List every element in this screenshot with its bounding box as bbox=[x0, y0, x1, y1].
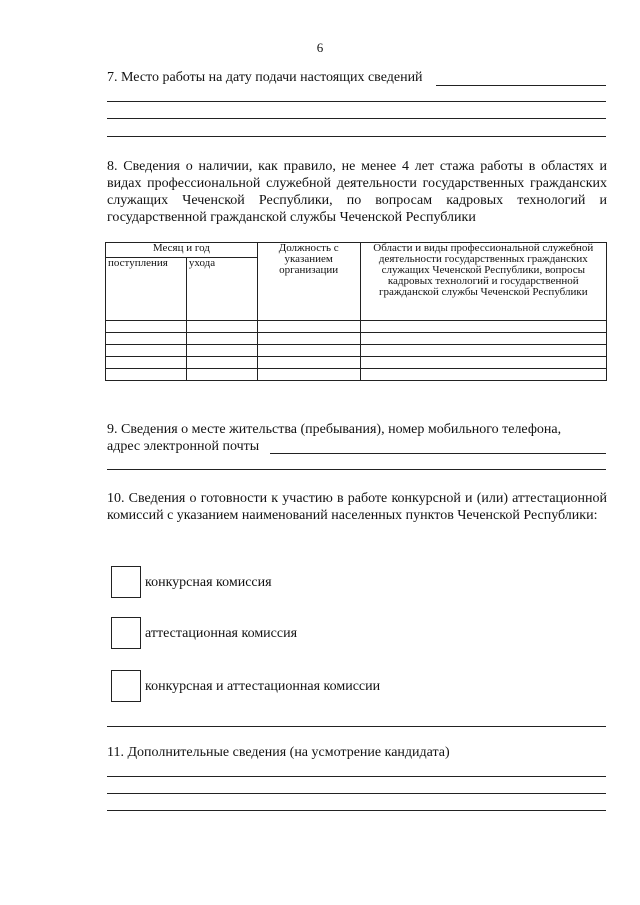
table-cell[interactable] bbox=[186, 333, 257, 345]
section-10-text: 10. Сведения о готовности к участию в работе конкурсной и (или) аттестационной комиссий с указанием наименований населенных пунктов Чеченской Республики: bbox=[107, 491, 607, 523]
table-header-position: Должность с указанием организации bbox=[257, 243, 360, 321]
table-row bbox=[106, 345, 607, 357]
table-cell[interactable] bbox=[106, 321, 187, 333]
section-7-answer-line-1[interactable] bbox=[436, 85, 606, 86]
section-7-label: 7. Место работы на дату подачи настоящих сведений bbox=[107, 70, 423, 85]
table-cell[interactable] bbox=[186, 345, 257, 357]
table-cell[interactable] bbox=[360, 369, 606, 381]
page-number: 6 bbox=[316, 40, 324, 55]
experience-table bbox=[105, 242, 607, 381]
checkbox-competition-commission[interactable] bbox=[111, 566, 141, 598]
table-cell[interactable] bbox=[106, 333, 187, 345]
section-7-answer-line-2[interactable] bbox=[107, 101, 606, 102]
section-11-answer-line-2[interactable] bbox=[107, 793, 606, 794]
checkbox-attestation-commission[interactable] bbox=[111, 617, 141, 649]
table-cell[interactable] bbox=[360, 345, 606, 357]
table-header-month-year: Месяц и год bbox=[106, 243, 258, 258]
table-row bbox=[106, 321, 607, 333]
section-9-answer-line-2[interactable] bbox=[107, 469, 606, 470]
table-cell[interactable] bbox=[186, 357, 257, 369]
section-9-block bbox=[107, 421, 607, 455]
table-row bbox=[106, 333, 607, 345]
table-cell[interactable] bbox=[360, 321, 606, 333]
checkbox-both-commissions[interactable] bbox=[111, 670, 141, 702]
section-9-line-2: адрес электронной почты bbox=[107, 439, 260, 454]
table-cell[interactable] bbox=[360, 357, 606, 369]
table-cell[interactable] bbox=[106, 369, 187, 381]
table-cell[interactable] bbox=[257, 321, 360, 333]
section-9-line-1: 9. Сведения о месте жительства (пребывания), номер мобильного телефона, bbox=[107, 422, 562, 437]
table-cell[interactable] bbox=[186, 321, 257, 333]
option-label: аттестационная комиссия bbox=[145, 626, 298, 641]
table-cell[interactable] bbox=[257, 345, 360, 357]
option-label: конкурсная комиссия bbox=[145, 575, 272, 590]
table-cell[interactable] bbox=[257, 369, 360, 381]
table-row bbox=[106, 357, 607, 369]
table-cell[interactable] bbox=[360, 333, 606, 345]
section-11-answer-line-3[interactable] bbox=[107, 810, 606, 811]
table-row bbox=[106, 369, 607, 381]
table-cell[interactable] bbox=[106, 345, 187, 357]
section-11-answer-line-1[interactable] bbox=[107, 776, 606, 777]
table-cell[interactable] bbox=[186, 369, 257, 381]
table-header-end: ухода bbox=[186, 258, 257, 321]
table-cell[interactable] bbox=[106, 357, 187, 369]
section-7-answer-line-3[interactable] bbox=[107, 118, 606, 119]
section-7-answer-line-4[interactable] bbox=[107, 136, 606, 137]
table-header-areas: Области и виды профессиональной служебной деятельности государственных гражданских служащих Чеченской Республики, вопросы кадровых технологий и государственной гражданской службы Чеченской Республики bbox=[360, 243, 606, 321]
section-8-text: 8. Сведения о наличии, как правило, не менее 4 лет стажа работы в областях и видах профессиональной служебной деятельности государственных гражданских служащих Чеченской Республики, по вопросам кадровых технологий и государственной гражданской службы Чеченской Республики bbox=[107, 159, 607, 225]
option-label: конкурсная и аттестационная комиссии bbox=[145, 679, 381, 694]
section-11-label: 11. Дополнительные сведения (на усмотрение кандидата) bbox=[107, 745, 450, 760]
table-header-start: поступления bbox=[106, 258, 187, 321]
table-cell[interactable] bbox=[257, 333, 360, 345]
table-cell[interactable] bbox=[257, 357, 360, 369]
section-10-answer-line[interactable] bbox=[107, 726, 606, 727]
section-9-answer-line-1[interactable] bbox=[270, 453, 606, 454]
